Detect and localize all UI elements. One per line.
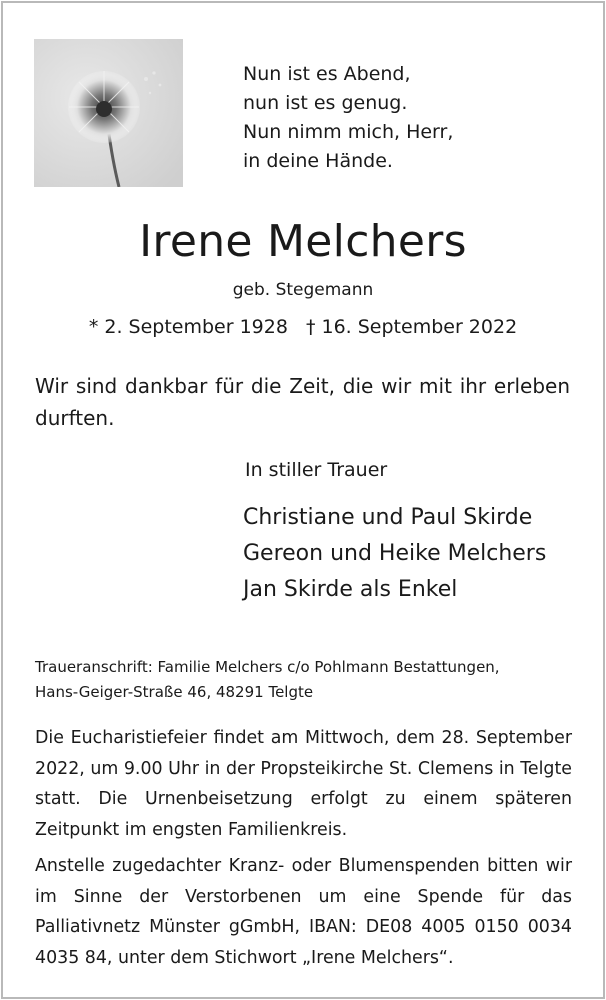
address-line: Hans-Geiger-Straße 46, 48291 Telgte [35,683,314,701]
death-date: † 16. September 2022 [305,316,518,338]
deceased-name: Irene Melchers [139,216,467,267]
mourners-list [243,500,546,608]
service-text: Die Eucharistiefeier findet am Mittwoch, dem 28. September 2022, um 9.00 Uhr in der Propsteikirche St. Clemens in Telgte statt. Die Urnenbeisetzung erfolgt zu einem späteren Zeitpunkt im engsten Familienkreis. [35,728,572,840]
life-dates [0,312,606,342]
verse-line: nun ist es genug. [243,92,408,114]
verse-line: Nun nimm mich, Herr, [243,121,454,143]
verse [243,60,453,176]
mourner-name: Jan Skirde als Enkel [243,577,458,602]
mourning-intro: In stiller Trauer [245,459,388,481]
birth-date: * 2. September 1928 [88,316,288,338]
gratitude-text: Wir sind dankbar für die Zeit, die wir mit ihr erleben durften. [35,374,570,430]
donation-text: Anstelle zugedachter Kranz- oder Blumenspenden bitten wir im Sinne der Verstorbenen um eine Spende für das Palliativnetz Münster gGmbH, IBAN: DE08 4005 0150 0034 4035 84, unter dem Stichwort „Irene Melchers“. [35,856,572,968]
address-line: Traueranschrift: Familie Melchers c/o Pohlmann Bestattungen, [35,658,500,676]
verse-line: Nun ist es Abend, [243,63,411,85]
mourner-name: Gereon und Heike Melchers [243,541,547,566]
dandelion-photo [34,39,183,187]
mourning-address [35,655,500,705]
verse-line: in deine Hände. [243,150,393,172]
born-name: geb. Stegemann [232,280,374,300]
mourner-name: Christiane und Paul Skirde [243,505,533,530]
